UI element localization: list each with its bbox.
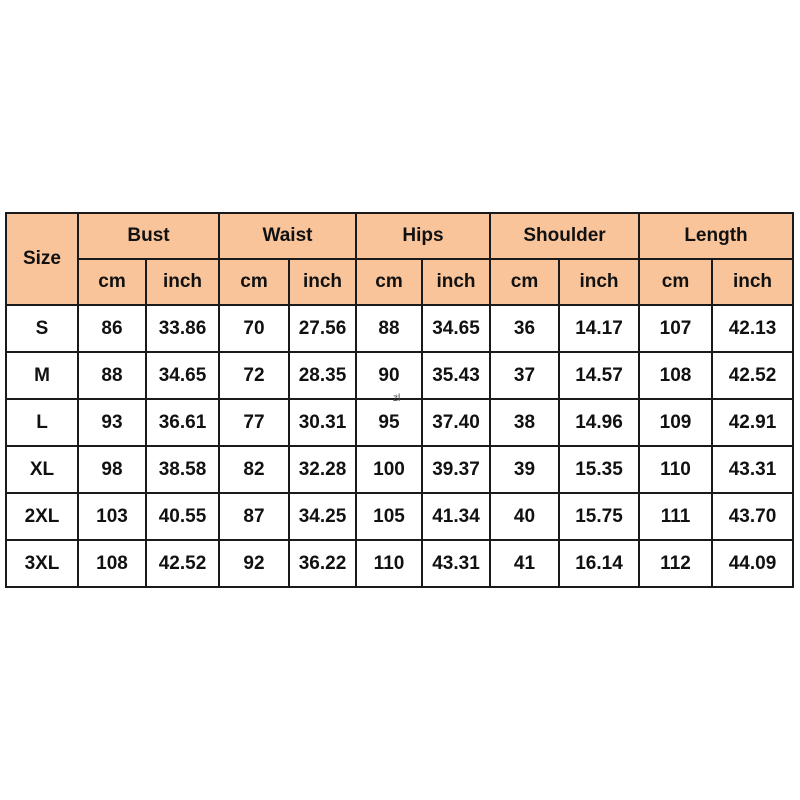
measurement-cell: 38 <box>490 399 559 446</box>
measurement-cell: 95 <box>356 399 422 446</box>
unit-header-inch: inch <box>559 259 639 305</box>
size-cell: M <box>6 352 78 399</box>
header-row-units <box>6 259 793 305</box>
measurement-cell: 92 <box>219 540 289 587</box>
size-header: Size <box>6 213 78 305</box>
measurement-cell: 42.52 <box>146 540 219 587</box>
measurement-cell: 107 <box>639 305 712 352</box>
group-header-waist: Waist <box>219 213 356 259</box>
measurement-cell: 39.37 <box>422 446 490 493</box>
unit-header-cm: cm <box>78 259 146 305</box>
measurement-cell: 27.56 <box>289 305 356 352</box>
measurement-cell: 100 <box>356 446 422 493</box>
measurement-cell: 70 <box>219 305 289 352</box>
measurement-cell: 32.28 <box>289 446 356 493</box>
group-header-length: Length <box>639 213 793 259</box>
unit-header-cm: cm <box>219 259 289 305</box>
table-row <box>6 352 793 399</box>
measurement-cell: 41.34 <box>422 493 490 540</box>
group-header-shoulder: Shoulder <box>490 213 639 259</box>
table-row <box>6 305 793 352</box>
measurement-cell: 82 <box>219 446 289 493</box>
measurement-cell: 16.14 <box>559 540 639 587</box>
measurement-cell: 43.31 <box>712 446 793 493</box>
measurement-cell: 38.58 <box>146 446 219 493</box>
measurement-cell: 34.65 <box>422 305 490 352</box>
measurement-cell: 86 <box>78 305 146 352</box>
size-cell: S <box>6 305 78 352</box>
measurement-cell: 93 <box>78 399 146 446</box>
size-cell: L <box>6 399 78 446</box>
measurement-cell: 112 <box>639 540 712 587</box>
measurement-cell: 42.13 <box>712 305 793 352</box>
measurement-cell: 39 <box>490 446 559 493</box>
measurement-cell: 72 <box>219 352 289 399</box>
measurement-cell: 110 <box>356 540 422 587</box>
measurement-cell: 28.35 <box>289 352 356 399</box>
table-row <box>6 493 793 540</box>
measurement-cell: 88 <box>78 352 146 399</box>
measurement-cell: 40.55 <box>146 493 219 540</box>
measurement-cell: 14.17 <box>559 305 639 352</box>
measurement-cell: 42.91 <box>712 399 793 446</box>
measurement-cell: 34.65 <box>146 352 219 399</box>
measurement-cell: 36.61 <box>146 399 219 446</box>
unit-header-cm: cm <box>490 259 559 305</box>
unit-header-cm: cm <box>639 259 712 305</box>
measurement-cell: 43.70 <box>712 493 793 540</box>
unit-header-inch: inch <box>422 259 490 305</box>
measurement-cell: 33.86 <box>146 305 219 352</box>
measurement-cell: 37.40 <box>422 399 490 446</box>
table-row <box>6 540 793 587</box>
table-row <box>6 446 793 493</box>
measurement-cell: 34.25 <box>289 493 356 540</box>
size-cell: 2XL <box>6 493 78 540</box>
watermark-text: zl <box>393 393 401 404</box>
measurement-cell: 36 <box>490 305 559 352</box>
measurement-cell: 98 <box>78 446 146 493</box>
unit-header-inch: inch <box>712 259 793 305</box>
measurement-cell: 110 <box>639 446 712 493</box>
measurement-cell: 108 <box>78 540 146 587</box>
measurement-cell: 14.57 <box>559 352 639 399</box>
measurement-cell: 36.22 <box>289 540 356 587</box>
measurement-cell: 77 <box>219 399 289 446</box>
measurement-cell: 30.31 <box>289 399 356 446</box>
measurement-cell: 90 <box>356 352 422 399</box>
measurement-cell: 41 <box>490 540 559 587</box>
unit-header-inch: inch <box>289 259 356 305</box>
measurement-cell: 111 <box>639 493 712 540</box>
measurement-cell: 109 <box>639 399 712 446</box>
measurement-cell: 35.43 <box>422 352 490 399</box>
unit-header-inch: inch <box>146 259 219 305</box>
unit-header-cm: cm <box>356 259 422 305</box>
measurement-cell: 87 <box>219 493 289 540</box>
header-row-groups <box>6 213 793 259</box>
size-cell: XL <box>6 446 78 493</box>
group-header-bust: Bust <box>78 213 219 259</box>
measurement-cell: 43.31 <box>422 540 490 587</box>
measurement-cell: 15.35 <box>559 446 639 493</box>
group-header-hips: Hips <box>356 213 490 259</box>
table-row <box>6 399 793 446</box>
measurement-cell: 44.09 <box>712 540 793 587</box>
measurement-cell: 40 <box>490 493 559 540</box>
measurement-cell: 42.52 <box>712 352 793 399</box>
measurement-cell: 105 <box>356 493 422 540</box>
measurement-cell: 15.75 <box>559 493 639 540</box>
measurement-cell: 103 <box>78 493 146 540</box>
measurement-cell: 88 <box>356 305 422 352</box>
measurement-cell: 14.96 <box>559 399 639 446</box>
size-cell: 3XL <box>6 540 78 587</box>
measurement-cell: 37 <box>490 352 559 399</box>
measurement-cell: 108 <box>639 352 712 399</box>
